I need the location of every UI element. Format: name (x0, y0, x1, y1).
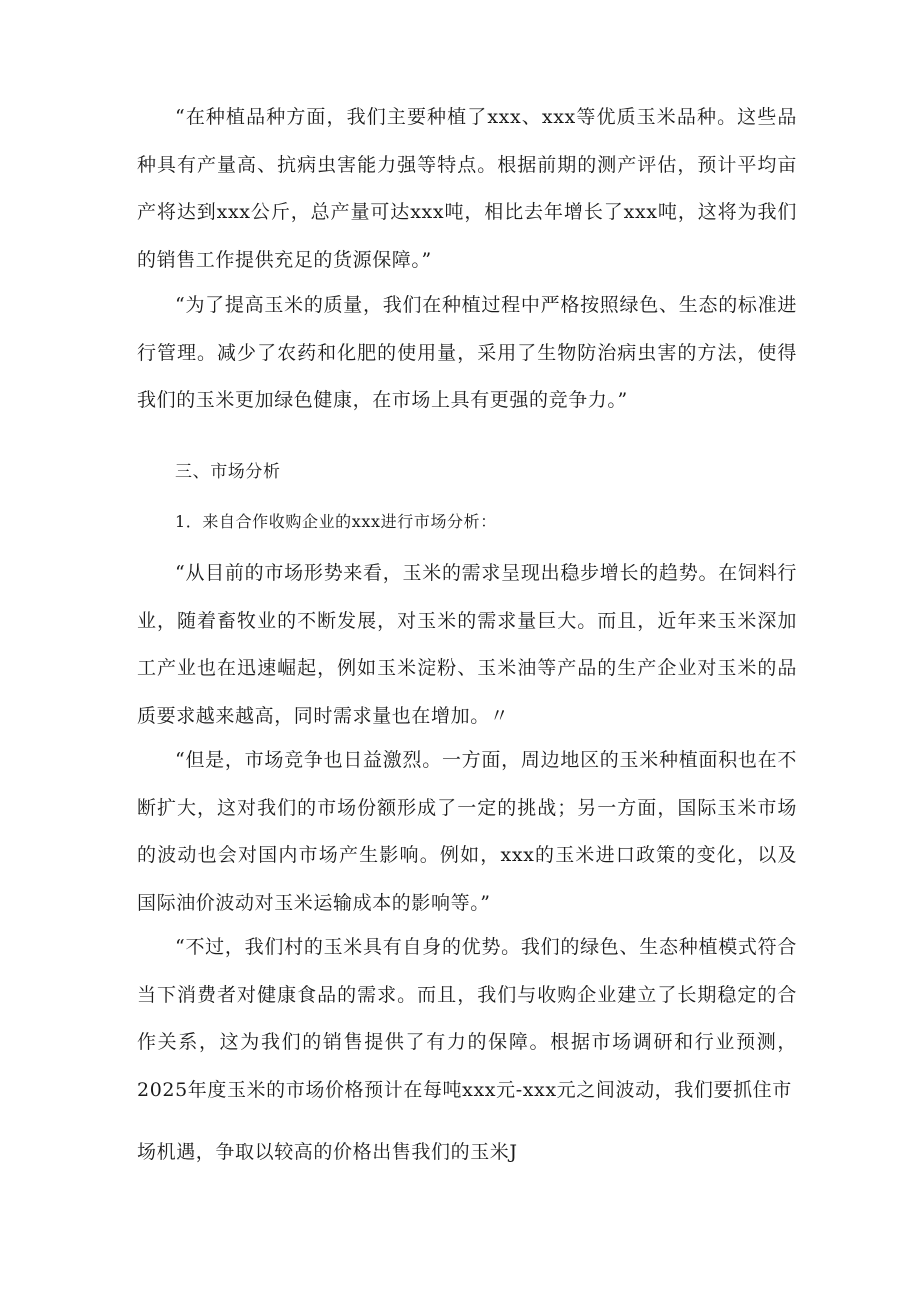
subsection-heading-partner-analysis: 1．来自合作收购企业的xxx进行市场分析： (175, 512, 497, 531)
paragraph-planting-varieties: “在种植品种方面，我们主要种植了xxx、xxx等优质玉米品种。这些品种具有产量高、抗病虫害能力强等特点。根据前期的测产评估，预计平均亩产将达到xxx公斤，总产量可达xxx吨，相比去年增长了xxx吨，这将为我们的销售工作提供充足的货源保障。” (137, 106, 797, 271)
paragraph-village-advantages: “不过，我们村的玉米具有自身的优势。我们的绿色、生态种植模式符合当下消费者对健康食品的需求。而且，我们与收购企业建立了长期稳定的合作关系，这为我们的销售提供了有力的保障。根据市场调研和行业预测，2025年度玉米的市场价格预计在每吨xxx元-xxx元之间波动，我们要抓住市 (137, 936, 797, 1101)
paragraph-village-advantages-tail: 场机遇，争取以较高的价格出售我们的玉米J (137, 1141, 518, 1163)
paragraph-quality-improvement: “为了提高玉米的质量，我们在种植过程中严格按照绿色、生态的标准进行管理。减少了农药和化肥的使用量，采用了生物防治病虫害的方法，使得我们的玉米更加绿色健康，在市场上具有更强的竞争力。” (137, 294, 797, 411)
section-heading-market-analysis: 三、市场分析 (175, 462, 281, 482)
paragraph-market-demand: “从目前的市场形势来看，玉米的需求呈现出稳步增长的趋势。在饲料行业，随着畜牧业的不断发展，对玉米的需求量巨大。而且，近年来玉米深加工产业也在迅速崛起，例如玉米淀粉、玉米油等产品的生产企业对玉米的品质要求越来越高，同时需求量也在增加。〃 (137, 562, 797, 727)
paragraph-market-competition: “但是，市场竞争也日益激烈。一方面，周边地区的玉米种植面积也在不断扩大，这对我们的市场份额形成了一定的挑战；另一方面，国际玉米市场的波动也会对国内市场产生影响。例如，xxx的玉米进口政策的变化，以及国际油价波动对玉米运输成本的影响等。” (137, 749, 797, 914)
